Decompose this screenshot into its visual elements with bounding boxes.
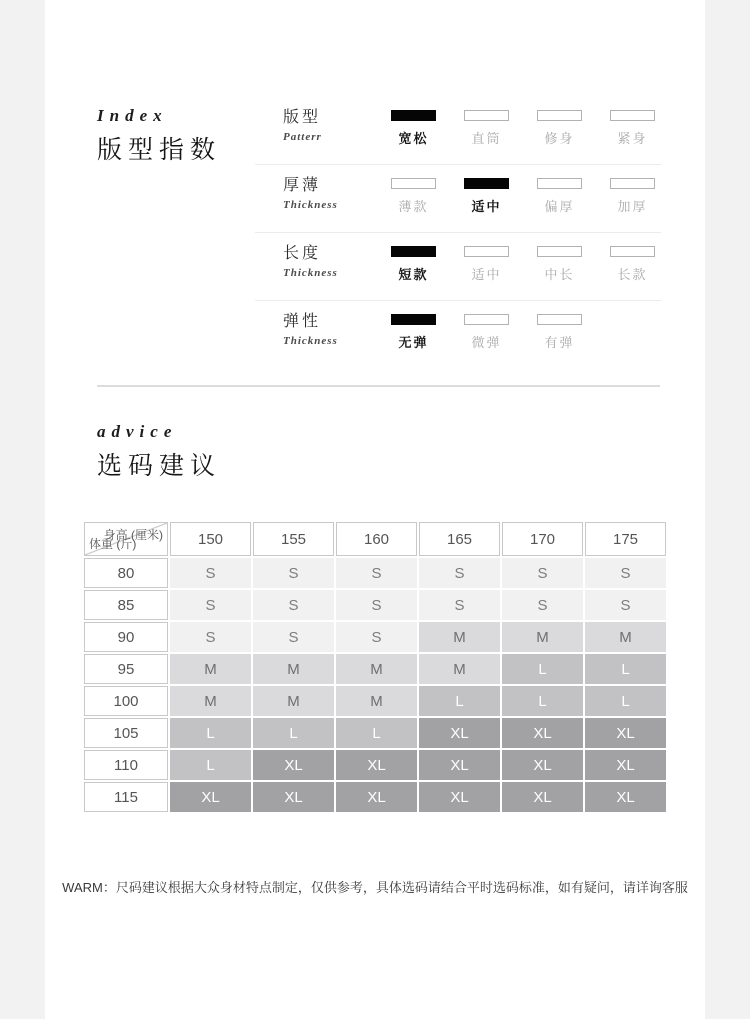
size-cell-XL: XL	[419, 782, 500, 812]
index-option	[523, 172, 596, 215]
weight-row-header: 105	[84, 718, 168, 748]
weight-row-header: 85	[84, 590, 168, 620]
size-cell-S: S	[502, 558, 583, 588]
option-label: 紧身	[617, 131, 648, 146]
option-label: 加厚	[617, 199, 648, 214]
size-cell-XL: XL	[170, 782, 251, 812]
index-row-label-elasticity	[283, 308, 377, 347]
index-row-label-length	[283, 240, 377, 279]
size-cell-XL: XL	[502, 750, 583, 780]
option-label: 直筒	[471, 131, 502, 146]
option-bar	[537, 178, 582, 189]
size-cell-XL: XL	[502, 718, 583, 748]
option-bar	[537, 110, 582, 121]
advice-title-en: advice	[97, 422, 178, 441]
option-label: 短款	[398, 267, 429, 282]
size-cell-M: M	[170, 654, 251, 684]
index-row-label-en: Patterr	[283, 131, 322, 143]
option-bar	[610, 246, 655, 257]
option-label: 中长	[544, 267, 575, 282]
option-label: 有弹	[544, 335, 575, 350]
index-row-label-en: Thickness	[283, 267, 338, 279]
option-bar	[464, 110, 509, 121]
size-cell-L: L	[585, 686, 666, 716]
table-corner-header	[84, 522, 168, 556]
size-cell-M: M	[253, 686, 334, 716]
warm-note: WARM：尺码建议根据大众身材特点制定，仅供参考，具体选码请结合平时选码标准，如有疑问，请详询客服	[62, 880, 688, 895]
option-label: 薄款	[398, 199, 429, 214]
corner-height-label: 身高 (厘米)	[103, 528, 163, 542]
index-row-length	[283, 240, 669, 283]
index-title-en: Index	[97, 106, 168, 125]
option-bar	[464, 246, 509, 257]
size-cell-S: S	[170, 590, 251, 620]
index-option	[377, 104, 450, 147]
advice-section-title	[97, 422, 221, 482]
option-label: 无弹	[398, 335, 429, 350]
advice-title-zh: 选码建议	[97, 453, 222, 480]
section-divider	[97, 385, 660, 387]
index-row-pattern	[283, 104, 669, 147]
index-option	[450, 172, 523, 215]
size-cell-XL: XL	[419, 750, 500, 780]
size-cell-L: L	[170, 718, 251, 748]
index-option	[377, 308, 450, 351]
corner-weight-label: 体重 (斤)	[89, 537, 137, 551]
size-advice-table	[84, 522, 666, 812]
index-option	[523, 308, 596, 351]
index-option	[523, 240, 596, 283]
index-option	[450, 104, 523, 147]
index-row-label-zh: 版型	[283, 109, 322, 126]
option-bar	[610, 178, 655, 189]
size-cell-S: S	[419, 590, 500, 620]
option-bar-selected	[464, 178, 509, 189]
size-cell-M: M	[170, 686, 251, 716]
option-label: 宽松	[398, 131, 429, 146]
option-bar	[537, 246, 582, 257]
index-option	[377, 240, 450, 283]
size-cell-XL: XL	[585, 718, 666, 748]
index-option	[450, 308, 523, 351]
size-cell-XL: XL	[253, 782, 334, 812]
size-cell-XL: XL	[585, 750, 666, 780]
height-column-header: 155	[253, 522, 334, 556]
size-cell-S: S	[336, 558, 417, 588]
size-cell-XL: XL	[585, 782, 666, 812]
size-cell-L: L	[170, 750, 251, 780]
index-section-title	[97, 106, 221, 166]
option-label: 适中	[471, 267, 502, 282]
index-row-thickness	[283, 172, 669, 215]
option-label: 修身	[544, 131, 575, 146]
size-cell-L: L	[585, 654, 666, 684]
index-option	[450, 240, 523, 283]
size-cell-XL: XL	[253, 750, 334, 780]
size-cell-L: L	[253, 718, 334, 748]
index-row-label-pattern	[283, 104, 377, 143]
size-cell-L: L	[502, 654, 583, 684]
height-column-header: 175	[585, 522, 666, 556]
index-row-label-en: Thickness	[283, 335, 338, 347]
size-cell-XL: XL	[502, 782, 583, 812]
size-cell-XL: XL	[419, 718, 500, 748]
size-cell-M: M	[336, 686, 417, 716]
index-row-label-zh: 厚薄	[283, 177, 322, 194]
height-column-header: 150	[170, 522, 251, 556]
size-cell-L: L	[502, 686, 583, 716]
size-cell-S: S	[419, 558, 500, 588]
height-column-header: 165	[419, 522, 500, 556]
index-row-label-zh: 长度	[283, 245, 322, 262]
size-cell-M: M	[502, 622, 583, 652]
index-option	[596, 240, 669, 283]
option-bar	[391, 178, 436, 189]
weight-row-header: 115	[84, 782, 168, 812]
size-cell-S: S	[253, 622, 334, 652]
index-option	[377, 172, 450, 215]
option-bar-selected	[391, 110, 436, 121]
index-row-separator	[255, 232, 661, 233]
option-bar-selected	[391, 246, 436, 257]
size-cell-XL: XL	[336, 750, 417, 780]
size-cell-L: L	[336, 718, 417, 748]
size-cell-M: M	[253, 654, 334, 684]
size-cell-S: S	[336, 590, 417, 620]
index-option	[523, 104, 596, 147]
size-cell-S: S	[585, 558, 666, 588]
size-cell-L: L	[419, 686, 500, 716]
weight-row-header: 110	[84, 750, 168, 780]
size-cell-S: S	[170, 558, 251, 588]
size-cell-M: M	[585, 622, 666, 652]
option-label: 微弹	[471, 335, 502, 350]
index-row-separator	[255, 300, 661, 301]
index-title-zh: 版型指数	[97, 137, 222, 164]
index-row-elasticity	[283, 308, 596, 351]
size-cell-S: S	[253, 558, 334, 588]
size-cell-S: S	[170, 622, 251, 652]
size-cell-XL: XL	[336, 782, 417, 812]
option-bar	[537, 314, 582, 325]
size-cell-S: S	[585, 590, 666, 620]
option-bar	[610, 110, 655, 121]
weight-row-header: 100	[84, 686, 168, 716]
size-cell-S: S	[336, 622, 417, 652]
size-cell-M: M	[336, 654, 417, 684]
size-cell-M: M	[419, 654, 500, 684]
size-cell-M: M	[419, 622, 500, 652]
index-option	[596, 172, 669, 215]
index-row-label-thickness	[283, 172, 377, 211]
index-row-label-zh: 弹性	[283, 313, 322, 330]
option-label: 长款	[617, 267, 648, 282]
option-bar-selected	[391, 314, 436, 325]
option-bar	[464, 314, 509, 325]
size-cell-S: S	[502, 590, 583, 620]
index-option	[596, 104, 669, 147]
content-card	[45, 0, 705, 1019]
option-label: 适中	[471, 199, 502, 214]
height-column-header: 160	[336, 522, 417, 556]
option-label: 偏厚	[544, 199, 575, 214]
index-row-separator	[255, 164, 661, 165]
weight-row-header: 80	[84, 558, 168, 588]
weight-row-header: 95	[84, 654, 168, 684]
size-cell-S: S	[253, 590, 334, 620]
weight-row-header: 90	[84, 622, 168, 652]
index-row-label-en: Thickness	[283, 199, 338, 211]
height-column-header: 170	[502, 522, 583, 556]
